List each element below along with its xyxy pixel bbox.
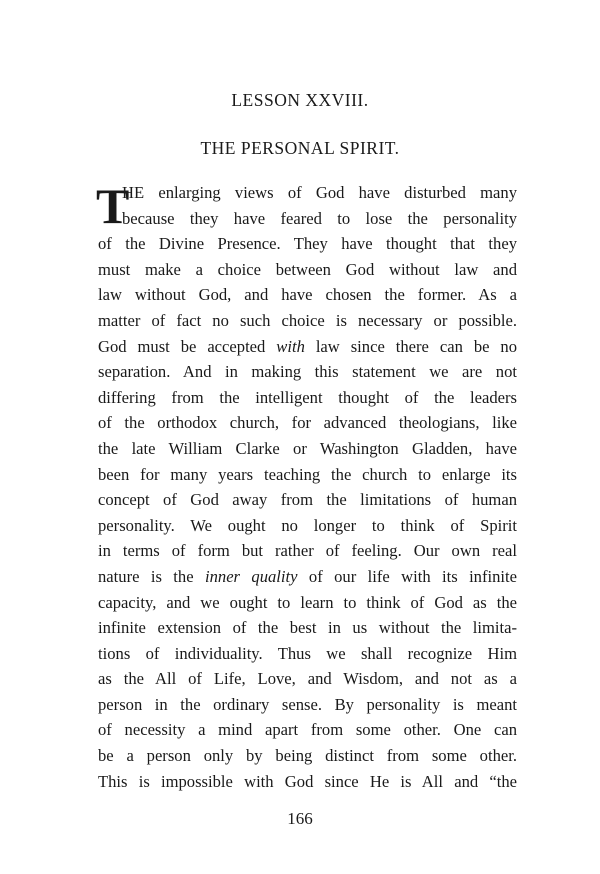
text-line: [98, 231, 517, 257]
text-segment: in terms of form but rather of feeling. Our own real: [98, 541, 517, 561]
chapter-title: THE PERSONAL SPIRIT.: [200, 138, 400, 158]
text-line: [98, 641, 517, 667]
text-segment: must make a choice between God without law and: [98, 259, 517, 279]
text-segment: capacity, and we ought to learn to think of God as the: [98, 592, 517, 612]
text-line: [98, 769, 517, 795]
text-segment: been for many years teaching the church to enlarge its: [98, 464, 517, 484]
text-line: [98, 334, 517, 360]
paragraph: [98, 180, 517, 794]
text-segment: of our life with its infinite: [297, 566, 518, 586]
text-segment: God must be accepted: [98, 336, 277, 356]
italic-text: with: [276, 336, 305, 356]
drop-cap: T: [96, 178, 130, 234]
body-text: [98, 180, 517, 794]
text-segment: law without God, and have chosen the former. As a: [98, 285, 517, 305]
page-number: 166: [287, 809, 313, 828]
text-line: [98, 590, 517, 616]
text-segment: of the orthodox church, for advanced theologians, like: [98, 413, 517, 433]
italic-text: inner quality: [204, 566, 298, 586]
text-segment: the late William Clarke or Washington Gladden, have: [98, 438, 517, 458]
text-line: [98, 615, 517, 641]
text-segment: law since there can be no: [304, 336, 518, 356]
text-segment: nature is the: [98, 566, 205, 586]
text-line: [98, 462, 517, 488]
lesson-heading: LESSON XXVIII.: [231, 90, 369, 110]
text-segment: infinite extension of the best in us without the limita-: [98, 618, 517, 638]
text-segment: person in the ordinary sense. By personality is meant: [98, 694, 517, 714]
text-line: [98, 385, 517, 411]
text-line: [98, 564, 517, 590]
text-line: [98, 717, 517, 743]
text-line: [98, 666, 517, 692]
text-segment: tions of individuality. Thus we shall recognize Him: [98, 643, 517, 663]
text-line: [98, 743, 517, 769]
text-segment: because they have feared to lose the personality: [122, 208, 517, 228]
text-line: [98, 436, 517, 462]
text-line: [98, 282, 517, 308]
text-line: [98, 410, 517, 436]
text-segment: personality. We ought no longer to think of Spirit: [98, 515, 517, 535]
text-segment: concept of God away from the limitations of human: [98, 490, 517, 510]
text-line: [98, 308, 517, 334]
text-line: [98, 359, 517, 385]
text-line: [98, 206, 517, 232]
text-segment: of necessity a mind apart from some other. One can: [98, 720, 517, 740]
text-line: [98, 487, 517, 513]
text-segment: separation. And in making this statement we are not: [98, 362, 517, 382]
text-segment: matter of fact no such choice is necessary or possible.: [98, 310, 517, 330]
text-segment: This is impossible with God since He is All and “the: [98, 771, 517, 791]
text-segment: as the All of Life, Love, and Wisdom, and not as a: [98, 669, 517, 689]
text-segment: differing from the intelligent thought of the leaders: [98, 387, 517, 407]
text-segment: of the Divine Presence. They have thought that they: [98, 234, 517, 254]
text-line: [98, 538, 517, 564]
text-line: [98, 513, 517, 539]
text-line: [98, 180, 517, 206]
text-segment: be a person only by being distinct from some other.: [98, 746, 517, 766]
text-line: [98, 692, 517, 718]
text-line: [98, 257, 517, 283]
text-segment: HE enlarging views of God have disturbed many: [122, 183, 517, 202]
